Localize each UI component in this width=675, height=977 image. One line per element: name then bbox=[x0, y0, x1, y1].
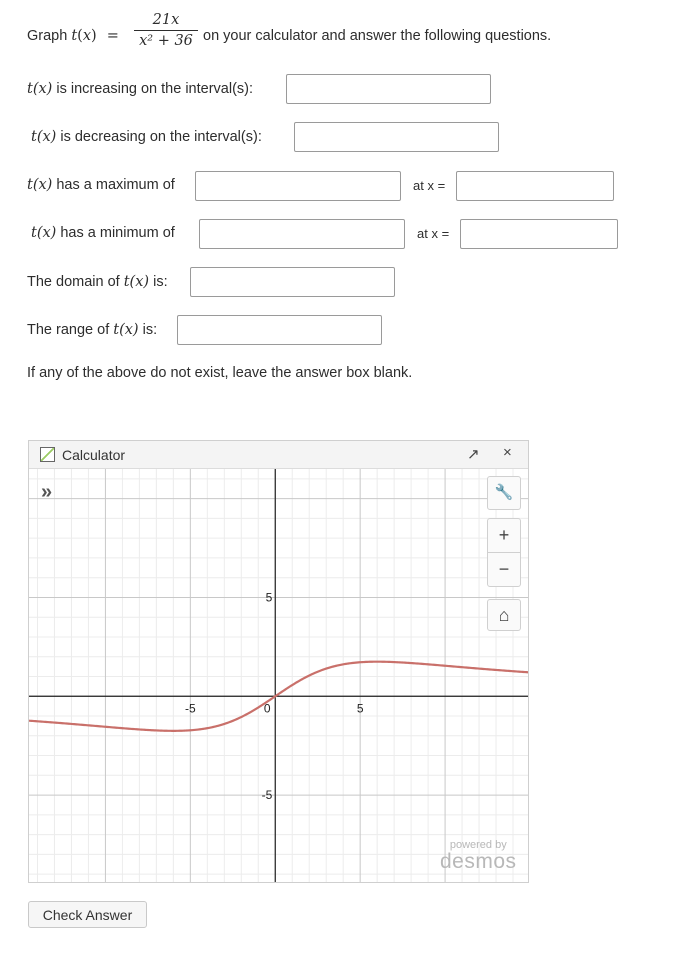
func-label: t(x) bbox=[31, 225, 57, 241]
expand-icon[interactable]: ↗ bbox=[467, 446, 480, 463]
zoom-out-button[interactable]: − bbox=[487, 552, 521, 587]
func-label: t(x) bbox=[123, 274, 150, 290]
check-answer-button[interactable]: Check Answer bbox=[28, 901, 147, 928]
func-label: t(x) bbox=[31, 129, 57, 145]
prompt-func: t(x) bbox=[71, 28, 97, 44]
maximum-at-input[interactable] bbox=[456, 171, 614, 201]
fraction-numerator: 21x bbox=[152, 12, 180, 28]
func-label: t(x) bbox=[27, 177, 53, 193]
x-tick-label-neg5: -5 bbox=[185, 701, 196, 716]
prompt-line bbox=[27, 26, 119, 46]
desmos-watermark[interactable] bbox=[440, 839, 517, 873]
x-tick-label-0: 0 bbox=[263, 701, 271, 716]
calculator-title: Calculator bbox=[62, 447, 126, 463]
collapse-expressions-icon[interactable]: » bbox=[41, 481, 53, 503]
y-tick-label-neg5: -5 bbox=[261, 788, 273, 803]
x-tick-label-5: 5 bbox=[356, 701, 364, 716]
func-label: t(x) bbox=[27, 81, 53, 97]
increasing-label: t(x) is increasing on the interval(s): bbox=[27, 81, 254, 97]
y-tick-label-5: 5 bbox=[265, 590, 273, 605]
graph-canvas[interactable] bbox=[29, 469, 529, 883]
blank-note: If any of the above do not exist, leave the answer box blank. bbox=[27, 365, 413, 381]
prompt-equals: = bbox=[106, 28, 119, 44]
func-label: t(x) bbox=[113, 322, 139, 338]
range-label: The range of t(x) is: bbox=[27, 322, 158, 338]
prompt-fraction bbox=[134, 10, 198, 51]
decreasing-input[interactable] bbox=[294, 122, 499, 152]
minimum-at-label: at x = bbox=[417, 226, 450, 241]
calculator-icon bbox=[40, 447, 55, 462]
maximum-at-label: at x = bbox=[413, 178, 446, 193]
prompt-suffix: on your calculator and answer the following questions. bbox=[203, 28, 552, 44]
powered-by-text: powered by bbox=[449, 839, 507, 851]
calculator-header bbox=[29, 441, 528, 469]
desmos-logo-text: desmos bbox=[440, 850, 517, 873]
default-viewport-home-icon[interactable]: ⌂ bbox=[487, 599, 521, 631]
range-input[interactable] bbox=[177, 315, 382, 345]
domain-label: The domain of t(x) is: bbox=[27, 274, 168, 290]
minimum-input[interactable] bbox=[199, 219, 405, 249]
minimum-at-input[interactable] bbox=[460, 219, 618, 249]
maximum-label: t(x) has a maximum of bbox=[27, 177, 175, 193]
close-icon[interactable]: × bbox=[503, 444, 512, 461]
prompt-prefix: Graph bbox=[27, 28, 72, 44]
domain-input[interactable] bbox=[190, 267, 395, 297]
increasing-input[interactable] bbox=[286, 74, 491, 104]
decreasing-label: t(x) is decreasing on the interval(s): bbox=[31, 129, 262, 145]
minimum-label: t(x) has a minimum of bbox=[31, 225, 175, 241]
fraction-denominator: x² + 36 bbox=[139, 33, 193, 49]
graph-settings-wrench-icon[interactable]: 🔧 bbox=[487, 476, 521, 510]
maximum-input[interactable] bbox=[195, 171, 401, 201]
zoom-in-button[interactable]: + bbox=[487, 518, 521, 553]
desmos-calculator[interactable] bbox=[28, 440, 529, 883]
minor-grid bbox=[29, 469, 529, 883]
